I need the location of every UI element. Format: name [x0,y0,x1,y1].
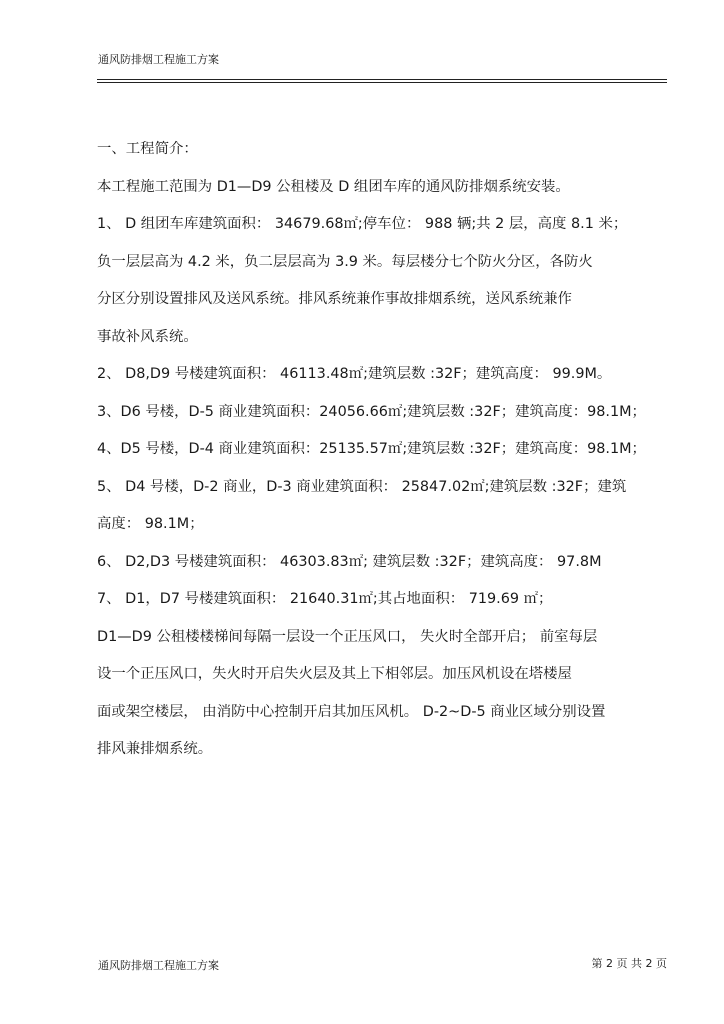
section-heading: 一、工程简介： [97,141,198,157]
paragraph-line: 6、 D2,D3 号楼建筑面积： 46303.83㎡; 建筑层数 :32F；建筑高度： 97.8M [97,553,602,570]
paragraph-line: 4、D5 号楼，D-4 商业建筑面积：25135.57㎡;建筑层数 :32F；建筑高度：98.1M； [97,441,646,457]
paragraph-line: 负一层层高为 4.2 米，负二层层高为 3.9 米。每层楼分七个防火分区，各防火 [97,253,593,270]
paragraph-line: 排风兼排烟系统。 [97,741,213,757]
page-number: 第 2 页 共 2 页 [591,957,667,970]
paragraph-line: 高度： 98.1M； [97,516,204,532]
paragraph-line: 3、D6 号楼，D-5 商业建筑面积：24056.66㎡;建筑层数 :32F；建筑高度：98.1M； [97,403,646,420]
paragraph-line: 本工程施工范围为 D1—D9 公租楼及 D 组团车库的通风防排烟系统安装。 [97,178,570,195]
paragraph-line: 1、 D 组团车库建筑面积： 34679.68㎡;停车位： 988 辆;共 2 层，高度 8.1 米； [97,216,628,232]
paragraph-line: 5、 D4 号楼，D-2 商业，D-3 商业建筑面积： 25847.02㎡;建筑层数 :32F；建筑 [97,478,627,495]
document-body [97,131,675,769]
header-rule-bottom [97,82,667,83]
paragraph-line: 分区分别设置排风及送风系统。排风系统兼作事故排烟系统，送风系统兼作 [97,291,572,307]
paragraph-line: 设一个正压风口，失火时开启失火层及其上下相邻层。加压风机设在塔楼屋 [97,666,572,682]
header-title: 通风防排烟工程施工方案 [98,53,219,66]
paragraph-line: 2、 D8,D9 号楼建筑面积： 46113.48㎡;建筑层数 :32F；建筑高度： 99.9M。 [97,366,612,382]
paragraph-line: 事故补风系统。 [97,328,198,345]
paragraph-line: D1—D9 公租楼楼梯间每隔一层设一个正压风口， 失火时全部开启； 前室每层 [97,628,598,645]
paragraph-line: 7、 D1，D7 号楼建筑面积： 21640.31㎡;其占地面积： 719.69 ㎡； [97,591,553,607]
footer-title: 通风防排烟工程施工方案 [98,959,219,972]
header-rule-top [97,79,667,80]
paragraph-line: 面或架空楼层， 由消防中心控制开启其加压风机。 D-2~D-5 商业区域分别设置 [97,703,606,720]
